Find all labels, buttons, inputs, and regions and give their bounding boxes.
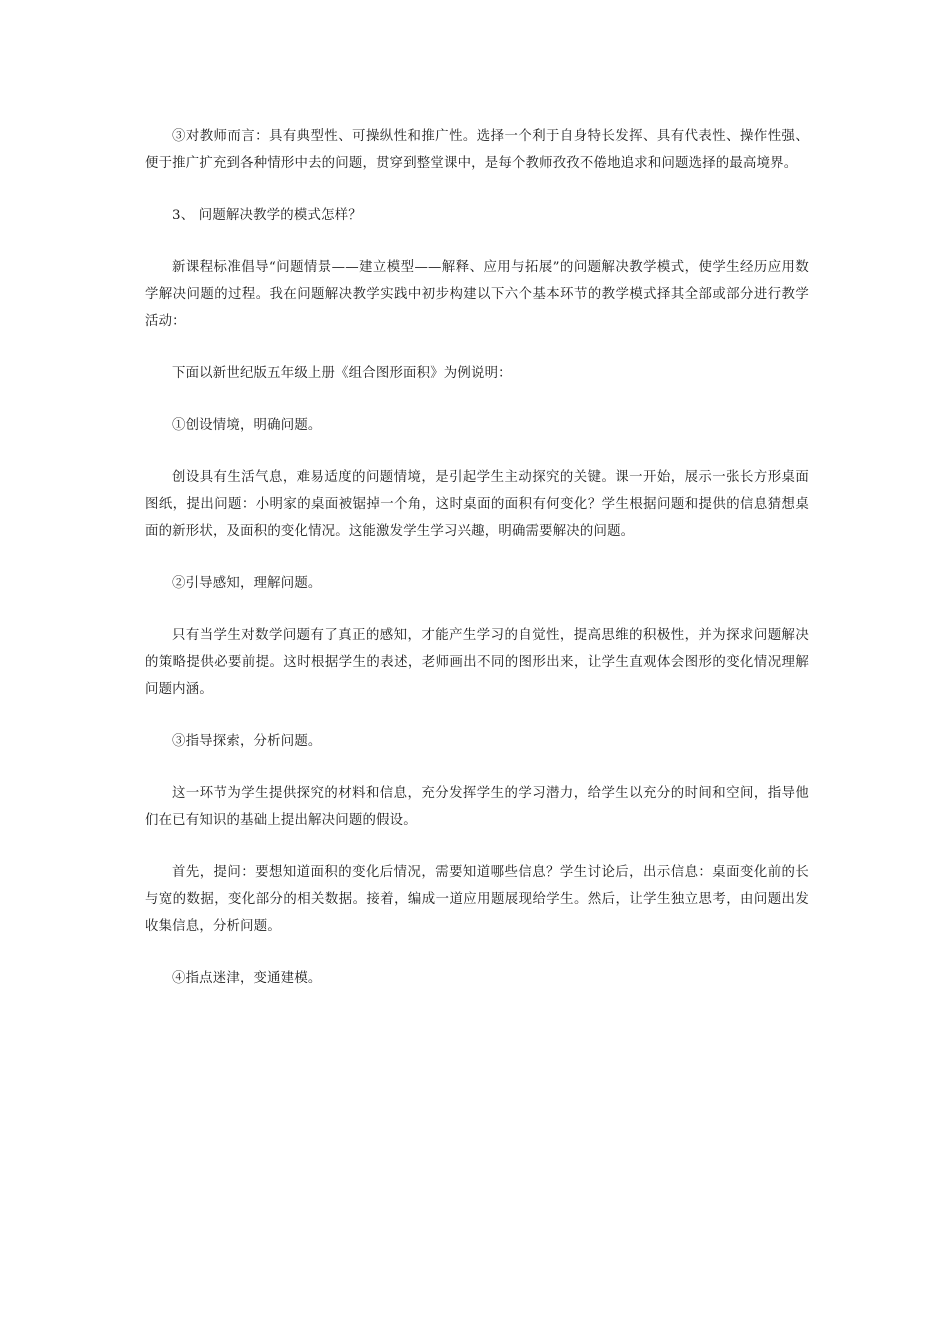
paragraph-teacher-criteria: ③对教师而言：具有典型性、可操纵性和推广性。选择一个利于自身特长发挥、具有代表性、操作性强、便于推广扩充到各种情形中去的问题，贯穿到整堂课中，是每个教师孜孜不倦地追求和问题选择的最高境界。 [145, 129, 809, 171]
paragraph-example-intro: 下面以新世纪版五年级上册《组合图形面积》为例说明： [172, 366, 512, 381]
step-2-paragraph: 只有当学生对数学问题有了真正的感知，才能产生学习的自觉性，提高思维的积极性，并为探求问题解决的策略提供必要前提。这时根据学生的表述，老师画出不同的图形出来，让学生直观体会图形的变化情况理解问题内涵。 [145, 628, 809, 697]
step-3-heading: ③指导探索，分析问题。 [172, 734, 322, 749]
step-3-paragraph-detail: 首先，提问：要想知道面积的变化后情况，需要知道哪些信息？学生讨论后，出示信息：桌面变化前的长与宽的数据，变化部分的相关数据。接着，编成一道应用题展现给学生。然后，让学生独立思考，由问题出发收集信息，分析问题。 [145, 865, 809, 934]
step-3-paragraph: 这一环节为学生提供探究的材料和信息，充分发挥学生的学习潜力，给学生以充分的时间和空间，指导他们在已有知识的基础上提出解决问题的假设。 [145, 786, 809, 828]
step-2-heading: ②引导感知，理解问题。 [172, 576, 322, 591]
heading-teaching-model: 3、 问题解决教学的模式怎样？ [172, 208, 362, 223]
step-4-heading: ④指点迷津，变通建模。 [172, 971, 322, 986]
document-body [145, 123, 809, 1017]
paragraph-new-curriculum: 新课程标准倡导“问题情景——建立模型——解释、应用与拓展”的问题解决教学模式，使学生经历应用数学解决问题的过程。我在问题解决教学实践中初步构建以下六个基本环节的教学模式择其全部或部分进行教学活动： [145, 260, 809, 329]
step-1-paragraph: 创设具有生活气息，难易适度的问题情境，是引起学生主动探究的关键。课一开始，展示一张长方形桌面图纸，提出问题：小明家的桌面被锯掉一个角，这时桌面的面积有何变化？学生根据问题和提供的信息猜想桌面的新形状，及面积的变化情况。这能激发学生学习兴趣，明确需要解决的问题。 [145, 470, 809, 539]
step-1-heading: ①创设情境，明确问题。 [172, 418, 322, 433]
